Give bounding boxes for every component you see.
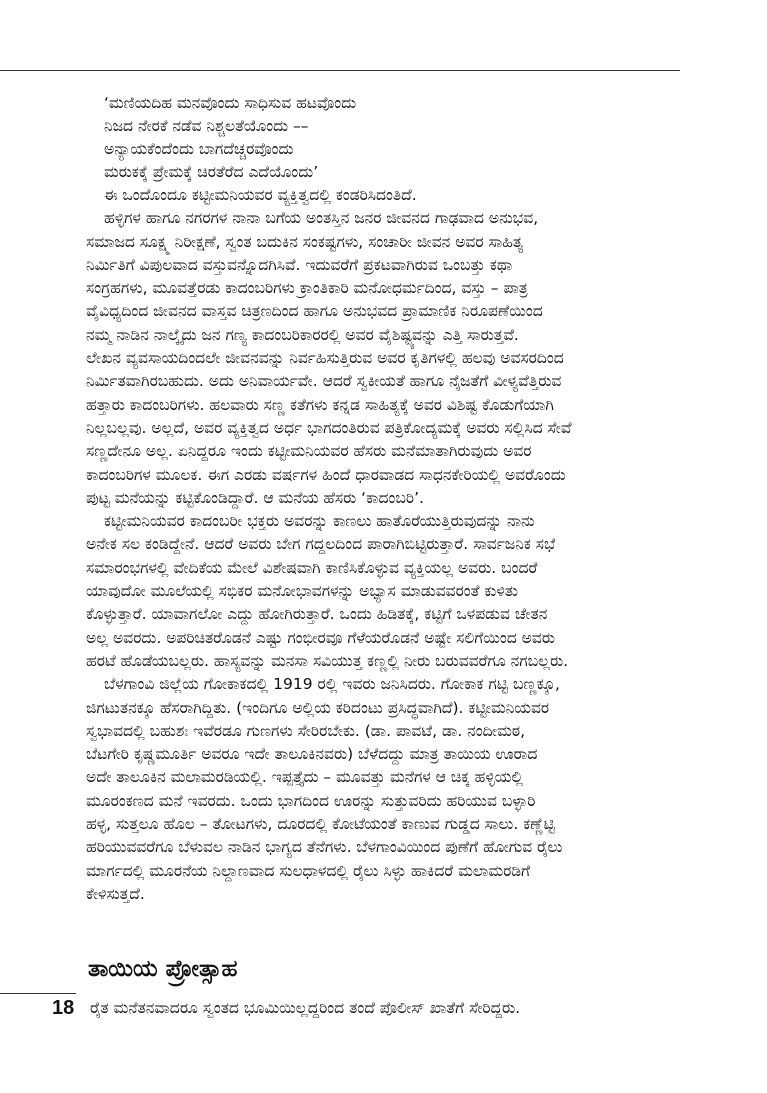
paragraph-line: ಕೊಳ್ಳುತ್ತಾರೆ. ಯಾವಾಗಲೋ ಎದ್ದು ಹೋಗಿರುತ್ತಾರೆ. ಒಂದು ಹಿಡಿತಕ್ಕೆ, ಕಟ್ಟಿಗೆ ಒಳಪಡುವ ಚೇತನ (86, 605, 548, 624)
paragraph (86, 184, 680, 207)
verse-line: ಮರುಕಕ್ಕೆ ಪ್ರೇಮಕ್ಕೆ ಚಿರತೆರೆದ ಎದೆಯೊಂದು’ (104, 163, 319, 181)
verse-line: ನಿಜದ ನೇರಕೆ ನಡೆವ ನಿಶ್ಚಲತೆಯೊಂದು –– (104, 117, 309, 135)
paragraph-line: ಮಾರ್ಗದಲ್ಲಿ ಮೂರನೆಯ ನಿಲ್ದಾಣವಾದ ಸುಲಧಾಳದಲ್ಲಿ ರೈಲು ಸಿಳ್ಳು ಹಾಕಿದರೆ ಮಲಾಮರಡಿಗೆ (86, 861, 531, 880)
paragraph-line: ನಮ್ಮ ನಾಡಿನ ನಾಲ್ಕೈದು ಜನ ಗಣ್ಯ ಕಾದಂಬರಿಕಾರರಲ್ಲಿ ಅವರ ವೈಶಿಷ್ಟ್ಯವನ್ನು ಎತ್ತಿ ಸಾರುತ್ತವೆ. (86, 325, 519, 344)
page-number: 18 (52, 997, 75, 1019)
paragraph-line: ಹರಟೆ ಹೊಡೆಯಬಲ್ಲರು. ಹಾಸ್ಯವನ್ನು ಮನಸಾ ಸವಿಯುತ್ತ ಕಣ್ಣಲ್ಲಿ ನೀರು ಬರುವವರೆಗೂ ನಗಬಲ್ಲರು. (86, 651, 569, 670)
paragraph-line: ವೈವಿಧ್ಯದಿಂದ ಜೀವನದ ವಾಸ್ತವ ಚಿತ್ರಣದಿಂದ ಹಾಗೂ ಅನುಭವದ ಪ್ರಾಮಾಣಿಕ ನಿರೂಪಣೆಯಿಂದ (86, 302, 543, 321)
paragraph (86, 207, 680, 510)
section-heading: ತಾಯಿಯ ಪ್ರೋತ್ಸಾಹ (88, 956, 238, 982)
paragraph-line: ಲೇಖನ ವ್ಯವಸಾಯದಿಂದಲೇ ಜೀವನವನ್ನು ನಿರ್ವಹಿಸುತ್ತಿರುವ ಅವರ ಕೃತಿಗಳಲ್ಲಿ ಹಲವು ಅವಸರದಿಂದ (86, 349, 564, 368)
paragraph (86, 510, 680, 673)
body-text (86, 184, 680, 906)
verse-block (86, 92, 680, 184)
paragraph-line: ಮೂರಂಕಣದ ಮನೆ ಇವರದು. ಒಂದು ಭಾಗದಿಂದ ಊರನ್ನು ಸುತ್ತುವರಿದು ಹರಿಯುವ ಬಳ್ಳಾರಿ (86, 791, 536, 810)
paragraph-line: ಸಣ್ಣದೇನೂ ಅಲ್ಲ. ಏನಿದ್ದರೂ ಇಂದು ಕಟ್ಟೀಮನಿಯವರ ಹೆಸರು ಮನೆಮಾತಾಗಿರುವುದು ಅವರ (86, 442, 532, 461)
paragraph-line: ನಿರ್ಮಿತವಾಗಿರಬಹುದು. ಅದು ಅನಿವಾರ್ಯವೇ. ಆದರೆ ಸ್ವಕೀಯತೆ ಹಾಗೂ ನೈಜತೆಗೆ ವೀಳ್ಯವೆತ್ತಿರುವ (86, 372, 562, 391)
paragraph-line: ರೈತ ಮನೆತನವಾದರೂ ಸ್ವಂತದ ಭೂಮಿಯಿಲ್ಲದ್ದರಿಂದ ತಂದೆ ಪೊಲೀಸ್ ಖಾತೆಗೆ ಸೇರಿದ್ದರು. (90, 999, 521, 1017)
paragraph-line: ಹಳ್ಳಿಗಳ ಹಾಗೂ ನಗರಗಳ ನಾನಾ ಬಗೆಯ ಅಂತಸ್ತಿನ ಜನರ ಜೀವನದ ಗಾಢವಾದ ಅನುಭವ, (104, 209, 539, 228)
paragraph-line: ಬೆಳಗಾಂವಿ ಜಿಲ್ಲೆಯ ಗೋಕಾಕದಲ್ಲಿ 1919 ರಲ್ಲಿ ಇವರು ಜನಿಸಿದರು. ಗೋಕಾಕ ಗಟ್ಟಿ ಬಣ್ಣಕ್ಕೂ, (104, 675, 560, 694)
paragraph-line: ಜಿಗಟುತನಕ್ಕೂ ಹೆಸರಾಗಿದ್ದಿತು. (ಇಂದಿಗೂ ಅಲ್ಲಿಯ ಕರಿದಂಟು ಪ್ರಸಿದ್ಧವಾಗಿದೆ). ಕಟ್ಟೀಮನಿಯವರ (86, 698, 550, 717)
paragraph-line: ಅನೇಕ ಸಲ ಕಂಡಿದ್ದೇನೆ. ಆದರೆ ಅವರು ಬೇಗ ಗದ್ದಲದಿಂದ ಪಾರಾಗಿಬಿಟ್ಟಿರುತ್ತಾರೆ. ಸಾರ್ವಜನಿಕ ಸಭೆ (86, 535, 556, 554)
paragraph-line: ಸ್ವಭಾವದಲ್ಲಿ ಬಹುಶಃ ಇವೆರಡೂ ಗುಣಗಳು ಸೇರಿರಬೇಕು. (ಡಾ. ಪಾವಟೆ, ಡಾ. ನಂದೀಮಠ, (86, 721, 525, 740)
paragraph (86, 673, 680, 906)
page-body (86, 92, 680, 906)
paragraph-line: ಸಮಾಜದ ಸೂಕ್ಷ್ಮ ನಿರೀಕ್ಷಣೆ, ಸ್ವಂತ ಬದುಕಿನ ಸಂಕಷ್ಟಗಳು, ಸಂಚಾರೀ ಜೀವನ ಅವರ ಸಾಹಿತ್ಯ (86, 232, 524, 251)
paragraph-line: ಕಟ್ಟೀಮನಿಯವರ ಕಾದಂಬರೀ ಭಕ್ತರು ಅವರನ್ನು ಕಾಣಲು ಹಾತೊರೆಯುತ್ತಿರುವುದನ್ನು ನಾನು (104, 512, 535, 531)
verse-line: ‘ಮಣಿಯದಿಹ ಮನವೊಂದು ಸಾಧಿಸುವ ಹಟವೊಂದು (104, 94, 357, 112)
paragraph-line: ಅದೇ ತಾಲೂಕಿನ ಮಲಾಮರಡಿಯಲ್ಲಿ. ಇಪ್ಪತ್ತೈದು – ಮೂವತ್ತು ಮನೆಗಳ ಆ ಚಿಕ್ಕ ಹಳ್ಳಿಯಲ್ಲಿ (86, 768, 524, 787)
paragraph-line: ನಿಲ್ಲಬಲ್ಲವು. ಅಲ್ಲದೆ, ಅವರ ವ್ಯಕ್ತಿತ್ವದ ಅರ್ಧ ಭಾಗದಂತಿರುವ ಪತ್ರಿಕೋದ್ಯಮಕ್ಕೆ ಅವರು ಸಲ್ಲಿಸಿದ ಸೇವೆ (86, 418, 572, 437)
page-number-rule (0, 993, 76, 994)
verse-line: ಅನ್ಯಾಯಕೆಂದೆಂದು ಬಾಗದೆಚ್ಚರವೊಂದು (104, 140, 294, 158)
paragraph-line: ಕೇಳಿಸುತ್ತದೆ. (86, 884, 145, 903)
paragraph-line: ಯಾವುದೋ ಮೂಲೆಯಲ್ಲಿ ಸಭಿಕರ ಮನೋಭಾವಗಳನ್ನು ಅಭ್ಯಾಸ ಮಾಡುವವರಂತೆ ಕುಳಿತು (86, 582, 518, 601)
top-rule (0, 70, 680, 71)
paragraph-line: ಸಂಗ್ರಹಗಳು, ಮೂವತ್ತೆರಡು ಕಾದಂಬರಿಗಳು ಕ್ರಾಂತಿಕಾರಿ ಮನೋಧರ್ಮದಿಂದ, ವಸ್ತು – ಪಾತ್ರ (86, 279, 528, 298)
paragraph-line: ಹಳ್ಳ, ಸುತ್ತಲೂ ಹೊಲ – ತೋಟಗಳು, ದೂರದಲ್ಲಿ ಕೋಟೆಯಂತೆ ಕಾಣುವ ಗುಡ್ಡದ ಸಾಲು. ಕಣ್ಣೆಟ್ಟಿ (86, 815, 555, 834)
paragraph-line: ಸಮಾರಂಭಗಳಲ್ಲಿ ವೇದಿಕೆಯ ಮೇಲೆ ವಿಶೇಷವಾಗಿ ಕಾಣಿಸಿಕೊಳ್ಳುವ ವ್ಯಕ್ತಿಯಲ್ಲ ಅವರು. ಬಂದರೆ (86, 558, 538, 577)
paragraph-line: ನಿರ್ಮಿತಿಗೆ ವಿಪುಲವಾದ ವಸ್ತುವನ್ನೊದಗಿಸಿವೆ. ಇದುವರೆಗೆ ಪ್ರಕಟವಾಗಿರುವ ಒಂಬತ್ತು ಕಥಾ (86, 255, 513, 274)
paragraph-line: ಹತ್ತಾರು ಕಾದಂಬರಿಗಳು. ಹಲವಾರು ಸಣ್ಣ ಕತೆಗಳು ಕನ್ನಡ ಸಾಹಿತ್ಯಕ್ಕೆ ಅವರ ವಿಶಿಷ್ಟ ಕೊಡುಗೆಯಾಗಿ (86, 395, 554, 414)
paragraph-line: ಕಾದಂಬರಿಗಳ ಮೂಲಕ. ಈಗ ಎರಡು ವರ್ಷಗಳ ಹಿಂದೆ ಧಾರವಾಡದ ಸಾಧನಕೇರಿಯಲ್ಲಿ ಅವರೊಂದು (86, 465, 566, 484)
paragraph-line: ಅಲ್ಲ ಅವರದು. ಅಪರಿಚಿತರೊಡನೆ ಎಷ್ಟು ಗಂಭೀರವೂ ಗೆಳೆಯರೊಡನೆ ಅಷ್ಟೇ ಸಲಿಗೆಯಿಂದ ಅವರು (86, 628, 555, 647)
paragraph-line: ಪುಟ್ಟ ಮನೆಯನ್ನು ಕಟ್ಟಿಕೊಂಡಿದ್ದಾರೆ. ಆ ಮನೆಯ ಹೆಸರು ‘ಕಾದಂಬರಿ’. (86, 488, 424, 507)
paragraph-line: ಬೆಟಗೇರಿ ಕೃಷ್ಣಮೂರ್ತಿ ಅವರೂ ಇದೇ ತಾಲೂಕಿನವರು) ಬೆಳೆದದ್ದು ಮಾತ್ರ ತಾಯಿಯ ಊರಾದ (86, 745, 538, 764)
paragraph-line: ಹರಿಯುವವರೆಗೂ ಬೆಳುವಲ ನಾಡಿನ ಭಾಗ್ಯದ ತೆನೆಗಳು. ಬೆಳಗಾಂವಿಯಿಂದ ಪುಣೆಗೆ ಹೋಗುವ ರೈಲು (86, 838, 563, 857)
paragraph-line: ಈ ಒಂದೊಂದೂ ಕಟ್ಟೀಮನಿಯವರ ವ್ಯಕ್ತಿತ್ವದಲ್ಲಿ ಕಂಡರಿಸಿದಂತಿದೆ. (104, 186, 417, 204)
